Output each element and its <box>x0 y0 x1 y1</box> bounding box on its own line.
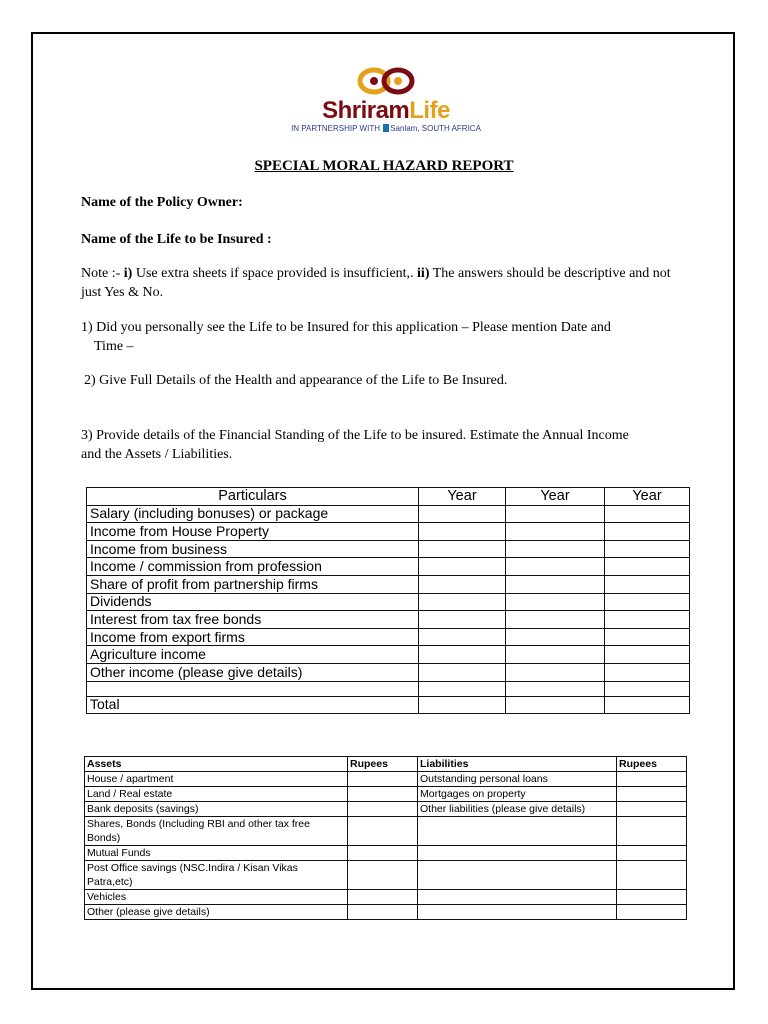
table-row: Dividends <box>87 593 690 611</box>
table-row: Share of profit from partnership firms <box>87 575 690 593</box>
header-year: Year <box>605 488 690 506</box>
table-row: Mutual Funds <box>85 846 687 861</box>
note-text: Note :- i) Use extra sheets if space provided is insufficient,. ii) The answers should be descriptive and not just Yes & No. <box>81 266 671 300</box>
table-row: Other income (please give details) <box>87 663 690 681</box>
total-row: Total <box>87 696 690 714</box>
table-row: Other (please give details) <box>85 905 687 920</box>
table-row: Land / Real estate Mortgages on property <box>85 787 687 802</box>
table-row: House / apartment Outstanding personal loans <box>85 772 687 787</box>
sanlam-logo-icon <box>383 124 389 132</box>
infinity-logo-icon <box>356 66 416 96</box>
brand-tagline: IN PARTNERSHIP WITH Sanlam, SOUTH AFRICA <box>291 124 481 133</box>
table-header-row <box>85 757 687 772</box>
report-title: SPECIAL MORAL HAZARD REPORT <box>254 158 514 174</box>
life-insured-label: Name of the Life to be Insured : <box>81 232 272 247</box>
table-row: Shares, Bonds (Including RBI and other tax free Bonds) <box>85 817 687 846</box>
table-row: Income from House Property <box>87 523 690 541</box>
company-logo <box>280 66 492 138</box>
table-row <box>87 681 690 696</box>
table-row: Post Office savings (NSC.Indira / Kisan Vikas Patra,etc) <box>85 861 687 890</box>
header-rupees: Rupees <box>617 757 687 772</box>
table-row: Income / commission from profession <box>87 558 690 576</box>
header-liabilities: Liabilities <box>418 757 617 772</box>
income-table <box>86 487 690 714</box>
header-year: Year <box>506 488 605 506</box>
table-row: Salary (including bonuses) or package <box>87 505 690 523</box>
question-3: 3) Provide details of the Financial Standing of the Life to be insured. Estimate the Annual Income and the Assets / Liabilities. <box>81 428 629 462</box>
assets-liabilities-table <box>84 756 687 920</box>
brand-name: ShriramLife <box>322 97 450 124</box>
header-rupees: Rupees <box>348 757 418 772</box>
table-row: Bank deposits (savings) Other liabilities (please give details) <box>85 802 687 817</box>
table-row: Vehicles <box>85 890 687 905</box>
table-row: Income from export firms <box>87 628 690 646</box>
header-assets: Assets <box>85 757 348 772</box>
table-row: Agriculture income <box>87 646 690 664</box>
table-row: Interest from tax free bonds <box>87 611 690 629</box>
table-row: Income from business <box>87 540 690 558</box>
header-particulars: Particulars <box>87 488 419 506</box>
header-year: Year <box>419 488 506 506</box>
policy-owner-label: Name of the Policy Owner: <box>81 195 243 210</box>
table-header-row <box>87 488 690 506</box>
question-2: 2) Give Full Details of the Health and appearance of the Life to Be Insured. <box>84 373 508 388</box>
question-1: 1) Did you personally see the Life to be Insured for this application – Please mention Date and Time – <box>81 320 611 354</box>
